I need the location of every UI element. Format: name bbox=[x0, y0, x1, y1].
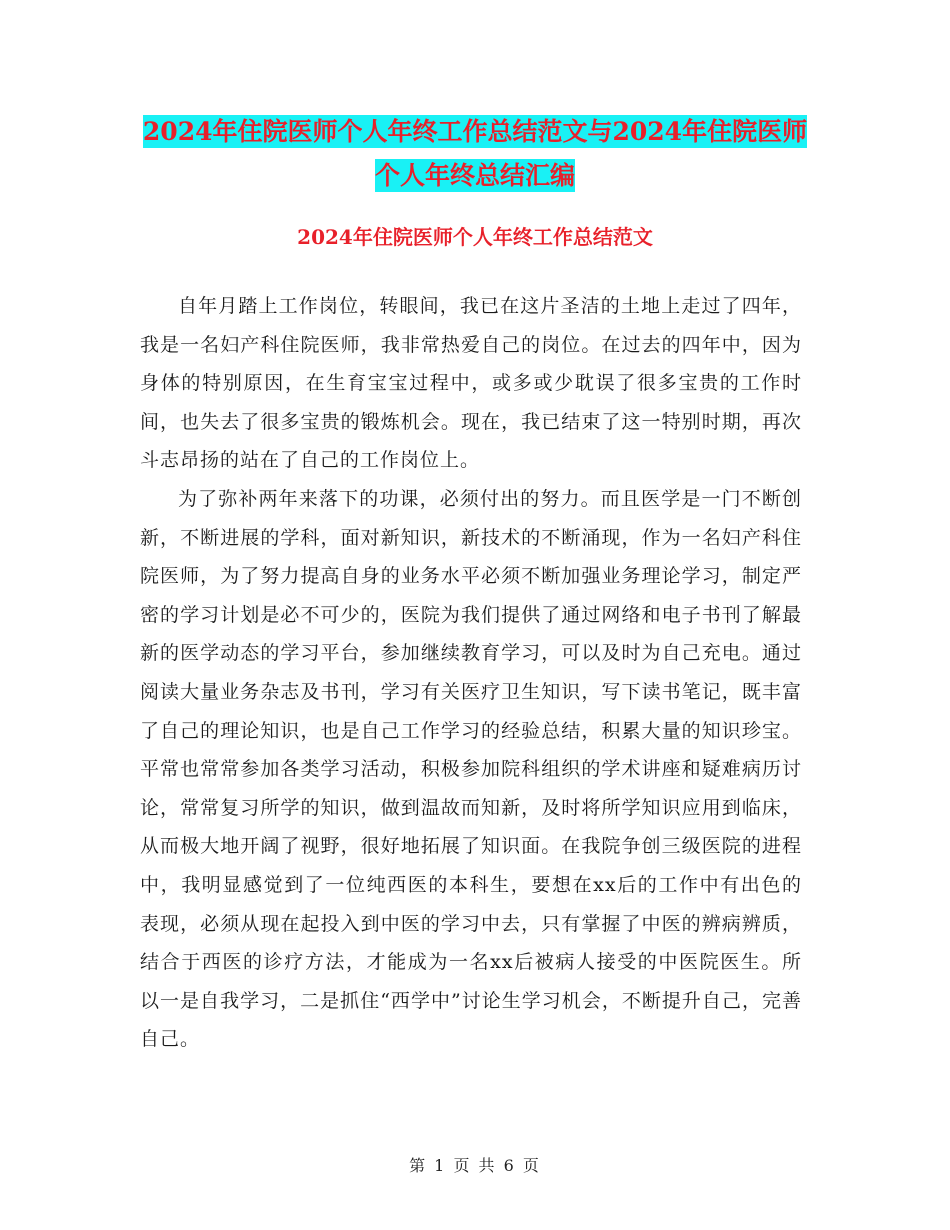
section-title: 2024年住院医师个人年终工作总结范文 bbox=[297, 225, 653, 249]
body-text bbox=[140, 287, 802, 1059]
paragraph: 自年月踏上工作岗位，转眼间，我已在这片圣洁的土地上走过了四年，我是一名妇产科住院医师，我非常热爱自己的岗位。在过去的四年中，因为身体的特别原因，在生育宝宝过程中，或多或少耽误了很多宝贵的工作时间，也失去了很多宝贵的锻炼机会。现在，我已结束了这一特别时期，再次斗志昂扬的站在了自己的工作岗位上。 bbox=[140, 295, 802, 472]
paragraph: 为了弥补两年来落下的功课，必须付出的努力。而且医学是一门不断创新，不断进展的学科，面对新知识，新技术的不断涌现，作为一名妇产科住院医师，为了努力提高自身的业务水平必须不断加强业务理论学习，制定严密的学习计划是必不可少的，医院为我们提供了通过网络和电子书刊了解最新的医学动态的学习平台，参加继续教育学习，可以及时为自己充电。通过阅读大量业务杂志及书刊，学习有关医疗卫生知识，写下读书笔记，既丰富了自己的理论知识，也是自己工作学习的经验总结，积累大量的知识珍宝。平常也常常参加各类学习活动，积极参加院科组织的学术讲座和疑难病历讨论，常常复习所学的知识，做到温故而知新，及时将所学知识应用到临床，从而极大地开阔了视野，很好地拓展了知识面。在我院争创三级医院的进程中，我明显感觉到了一位纯西医的本科生，要想在xx后的工作中有出色的表现，必须从现在起投入到中医的学习中去，只有掌握了中医的辨病辨质，结合于西医的诊疗方法，才能成为一名xx后被病人接受的中医院医生。所以一是自我学习，二是抓住“西学中”讨论生学习机会，不断提升自己，完善自己。 bbox=[140, 487, 802, 1051]
document-title bbox=[140, 110, 810, 198]
page-number: 第 1 页 共 6 页 bbox=[409, 1156, 541, 1175]
document-title-text: 2024年住院医师个人年终工作总结范文与2024年住院医师个人年终总结汇编 bbox=[142, 117, 808, 190]
